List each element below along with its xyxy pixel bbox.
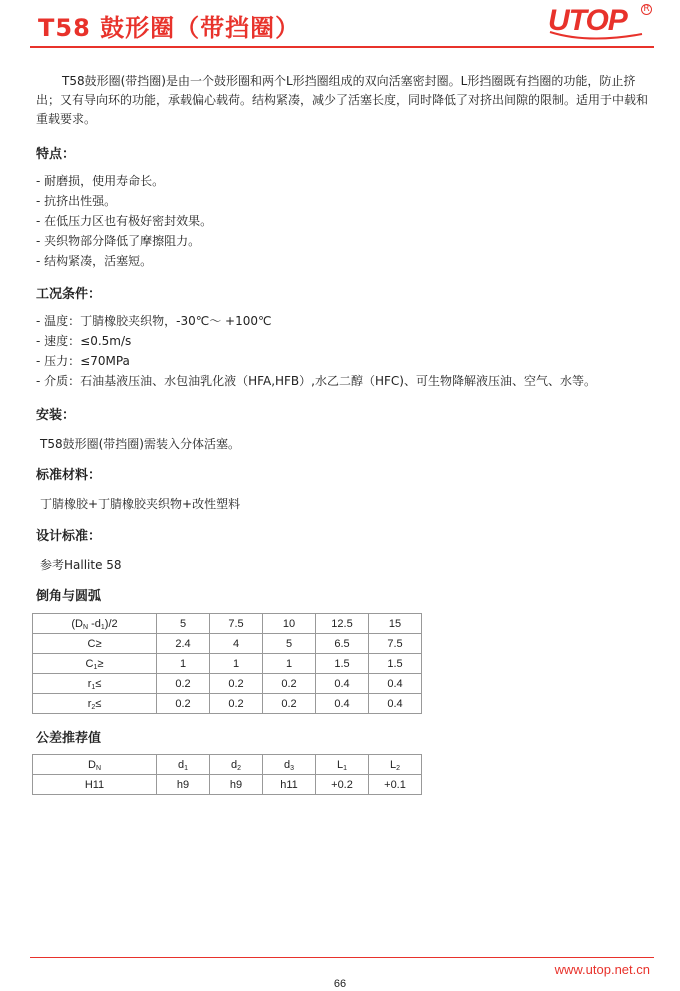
install-text: T58鼓形圈(带挡圈)需装入分体活塞。 — [40, 437, 240, 451]
table-header-cell: 10 — [263, 614, 316, 634]
table-row — [33, 614, 422, 634]
table-cell: 0.4 — [316, 674, 369, 694]
page-number: 66 — [333, 978, 347, 990]
table-header-cell: $L_1$ — [316, 755, 369, 775]
install-heading: 安装： — [36, 408, 76, 423]
table-row — [33, 775, 422, 795]
row-label: $r_2\le$ — [33, 694, 157, 714]
table-cell: 0.4 — [316, 694, 369, 714]
table-header-cell: 7.5 — [210, 614, 263, 634]
row-label: C≥ — [33, 634, 157, 654]
table-cell: 1 — [157, 654, 210, 674]
table-row — [33, 694, 422, 714]
material-text: 丁腈橡胶+丁腈橡胶夹织物+改性塑料 — [40, 497, 241, 511]
design-heading: 设计标准： — [36, 529, 102, 544]
table-cell: 5 — [263, 634, 316, 654]
table-cell: h9 — [157, 775, 210, 795]
table-row — [33, 634, 422, 654]
website-link[interactable]: www.utop.net.cn — [554, 962, 650, 977]
header-divider — [30, 46, 654, 48]
tolerance-table — [32, 754, 422, 795]
table-cell: 0.2 — [157, 674, 210, 694]
table-header-cell: $d_3$ — [263, 755, 316, 775]
list-item: - 夹织物部分降低了摩擦阻力。 — [36, 231, 212, 251]
material-heading: 标准材料： — [36, 468, 102, 483]
table-header-cell: 15 — [369, 614, 422, 634]
table-header-cell: ($D_N$ $-d_1)/2$ — [33, 614, 157, 634]
features-heading: 特点： — [36, 147, 76, 162]
conditions-list — [36, 311, 596, 391]
table-cell: 1.5 — [369, 654, 422, 674]
table-cell: h11 — [263, 775, 316, 795]
list-item: - 速度：≤0.5m/s — [36, 331, 596, 351]
footer-divider — [30, 957, 654, 958]
list-item: - 抗挤出性强。 — [36, 191, 212, 211]
table-header-cell: $L_2$ — [369, 755, 422, 775]
table-cell: 0.2 — [157, 694, 210, 714]
logo-swoosh-icon — [548, 30, 644, 42]
table-header-cell: 5 — [157, 614, 210, 634]
table-cell: 0.4 — [369, 674, 422, 694]
table-cell: +0.2 — [316, 775, 369, 795]
table-cell: 6.5 — [316, 634, 369, 654]
features-list — [36, 171, 212, 271]
list-item: - 介质：石油基液压油、水包油乳化液（HFA,HFB）,水乙二醇（HFC)、可生物降解液压油、空气、水等。 — [36, 371, 596, 391]
list-item: - 温度：丁腈橡胶夹织物，-30℃～ +100℃ — [36, 311, 596, 331]
table-cell: 2.4 — [157, 634, 210, 654]
tolerance-heading: 公差推荐值 — [36, 731, 102, 746]
row-label: $r_1\le$ — [33, 674, 157, 694]
intro-paragraph: T58鼓形圈(带挡圈)是由一个鼓形圈和两个L形挡圈组成的双向活塞密封圈。L形挡圈既有挡圈的功能，防止挤出；又有导向环的功能，承载偏心载荷。结构紧凑，减少了活塞长度，同时降低了对挤出间隙的限制。适用于中载和重载要求。 — [36, 74, 649, 126]
table-cell: 0.2 — [210, 694, 263, 714]
conditions-heading: 工况条件： — [36, 287, 102, 302]
table-row — [33, 674, 422, 694]
table-cell: +0.1 — [369, 775, 422, 795]
row-label: $C_1\ge$ — [33, 654, 157, 674]
list-item: - 耐磨损，使用寿命长。 — [36, 171, 212, 191]
list-item: - 压力：≤70MPa — [36, 351, 596, 371]
table-cell: 1 — [210, 654, 263, 674]
chamfer-table — [32, 613, 422, 714]
chamfer-heading: 倒角与圆弧 — [36, 589, 102, 604]
table-cell: 1.5 — [316, 654, 369, 674]
page-title: T58 鼓形圈（带挡圈） — [38, 14, 301, 42]
design-text: 参考Hallite 58 — [40, 558, 122, 572]
table-cell: 1 — [263, 654, 316, 674]
table-row — [33, 755, 422, 775]
table-row — [33, 654, 422, 674]
table-cell: 0.2 — [210, 674, 263, 694]
table-header-cell: $d_2$ — [210, 755, 263, 775]
table-cell: 7.5 — [369, 634, 422, 654]
list-item: - 在低压力区也有极好密封效果。 — [36, 211, 212, 231]
table-cell: h9 — [210, 775, 263, 795]
table-header-cell: $D_N$ — [33, 755, 157, 775]
utop-logo — [548, 4, 652, 44]
table-header-cell: 12.5 — [316, 614, 369, 634]
registered-mark: R — [641, 4, 652, 15]
table-cell: 4 — [210, 634, 263, 654]
table-cell: H11 — [33, 775, 157, 795]
table-cell: 0.2 — [263, 674, 316, 694]
table-cell: 0.4 — [369, 694, 422, 714]
logo-text: UTOP — [548, 4, 627, 37]
table-cell: 0.2 — [263, 694, 316, 714]
list-item: - 结构紧凑，活塞短。 — [36, 251, 212, 271]
table-header-cell: $d_1$ — [157, 755, 210, 775]
